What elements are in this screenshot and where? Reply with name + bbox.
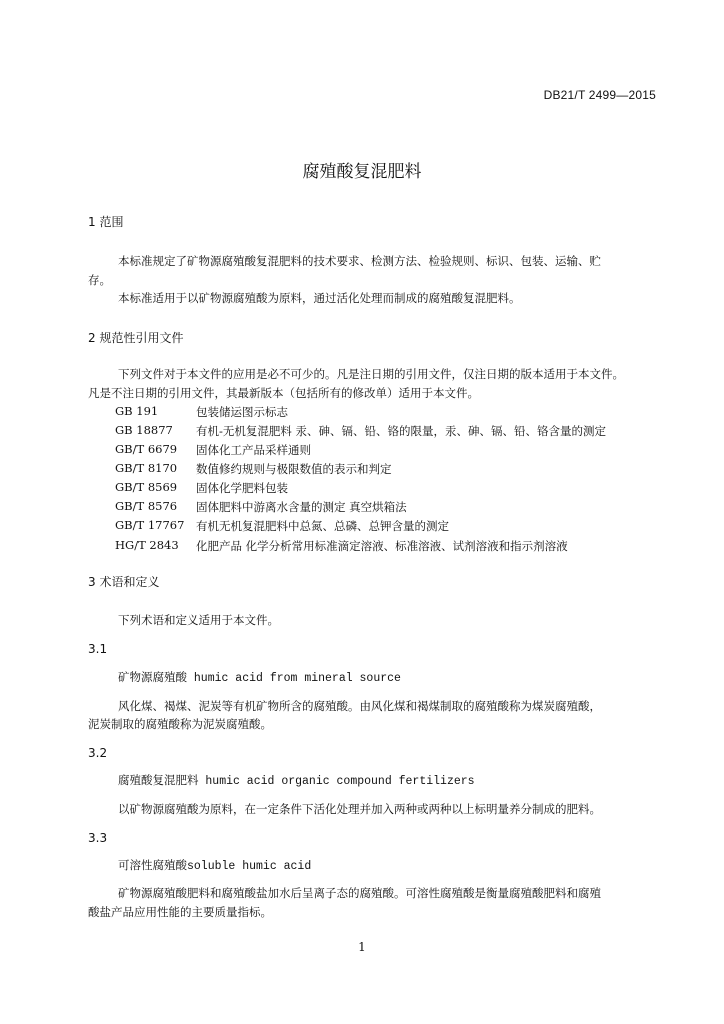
term-name-english: humic acid from mineral source [187, 672, 401, 685]
page-number: 1 [358, 940, 366, 954]
section-3-heading: 3 术语和定义 [88, 575, 160, 589]
reference-code: GB/T 8170 [115, 461, 178, 475]
section-1-paragraph-1-line-1: 本标准规定了矿物源腐殖酸复混肥料的技术要求、检测方法、检验规则、标识、包装、运输、贮 [118, 254, 601, 268]
document-title: 腐殖酸复混肥料 [302, 162, 422, 182]
term-number: 3.2 [88, 746, 108, 760]
reference-code: GB 18877 [115, 423, 173, 437]
standard-code: DB21/T 2499—2015 [543, 88, 656, 102]
section-2-intro-line-2: 凡是不注日期的引用文件，其最新版本（包括所有的修改单）适用于本文件。 [88, 386, 479, 400]
reference-code: GB/T 8569 [115, 480, 178, 494]
term-name [118, 772, 475, 790]
reference-code: GB/T 17767 [115, 518, 185, 532]
reference-title: 化肥产品 化学分析常用标准滴定溶液、标准溶液、试剂溶液和指示剂溶液 [196, 539, 568, 553]
term-definition-line-2: 泥炭制取的腐殖酸称为泥炭腐殖酸。 [88, 717, 272, 731]
term-name [118, 669, 401, 687]
section-1-paragraph-2: 本标准适用于以矿物源腐殖酸为原料，通过活化处理而制成的腐殖酸复混肥料。 [118, 291, 521, 305]
term-name [118, 857, 311, 875]
term-name-english: humic acid organic compound fertilizers [198, 775, 475, 788]
section-2-heading: 2 规范性引用文件 [88, 331, 184, 345]
term-number: 3.1 [88, 642, 108, 656]
section-1-heading: 1 范围 [88, 215, 124, 229]
term-name-chinese: 腐殖酸复混肥料 [118, 773, 199, 787]
reference-code: HG/T 2843 [115, 538, 179, 552]
reference-code: GB/T 6679 [115, 442, 178, 456]
reference-title: 固体化学肥料包装 [196, 481, 288, 495]
term-number: 3.3 [88, 831, 108, 845]
term-name-chinese: 矿物源腐殖酸 [118, 670, 187, 684]
term-definition-line-1: 风化煤、褐煤、泥炭等有机矿物所含的腐殖酸。由风化煤和褐煤制取的腐殖酸称为煤炭腐殖酸， [118, 699, 601, 713]
reference-title: 有机无机复混肥料中总氮、总磷、总钾含量的测定 [196, 519, 449, 533]
reference-title: 有机-无机复混肥料 汞、砷、镉、铅、铬的限量，汞、砷、镉、铅、铬含量的测定 [196, 424, 607, 438]
reference-title: 固体肥料中游离水含量的测定 真空烘箱法 [196, 500, 407, 514]
reference-title: 包装储运图示标志 [196, 405, 288, 419]
term-definition-line-2: 酸盐产品应用性能的主要质量指标。 [88, 905, 272, 919]
reference-title: 数值修约规则与极限数值的表示和判定 [196, 462, 392, 476]
section-1-paragraph-1-line-2: 存。 [88, 273, 111, 287]
section-2-intro-line-1: 下列文件对于本文件的应用是必不可少的。凡是注日期的引用文件，仅注日期的版本适用于本文件。 [118, 367, 624, 381]
section-3-intro: 下列术语和定义适用于本文件。 [118, 613, 279, 627]
reference-code: GB 191 [115, 404, 159, 418]
term-definition-line-1: 矿物源腐殖酸肥料和腐殖酸盐加水后呈离子态的腐殖酸。可溶性腐殖酸是衡量腐殖酸肥料和腐殖 [118, 886, 601, 900]
reference-title: 固体化工产品采样通则 [196, 443, 311, 457]
term-name-chinese: 可溶性腐殖酸 [118, 858, 187, 872]
term-definition-line-1: 以矿物源腐殖酸为原料，在一定条件下活化处理并加入两种或两种以上标明量养分制成的肥料。 [118, 802, 601, 816]
reference-code: GB/T 8576 [115, 499, 178, 513]
term-name-english: soluble humic acid [187, 860, 312, 873]
